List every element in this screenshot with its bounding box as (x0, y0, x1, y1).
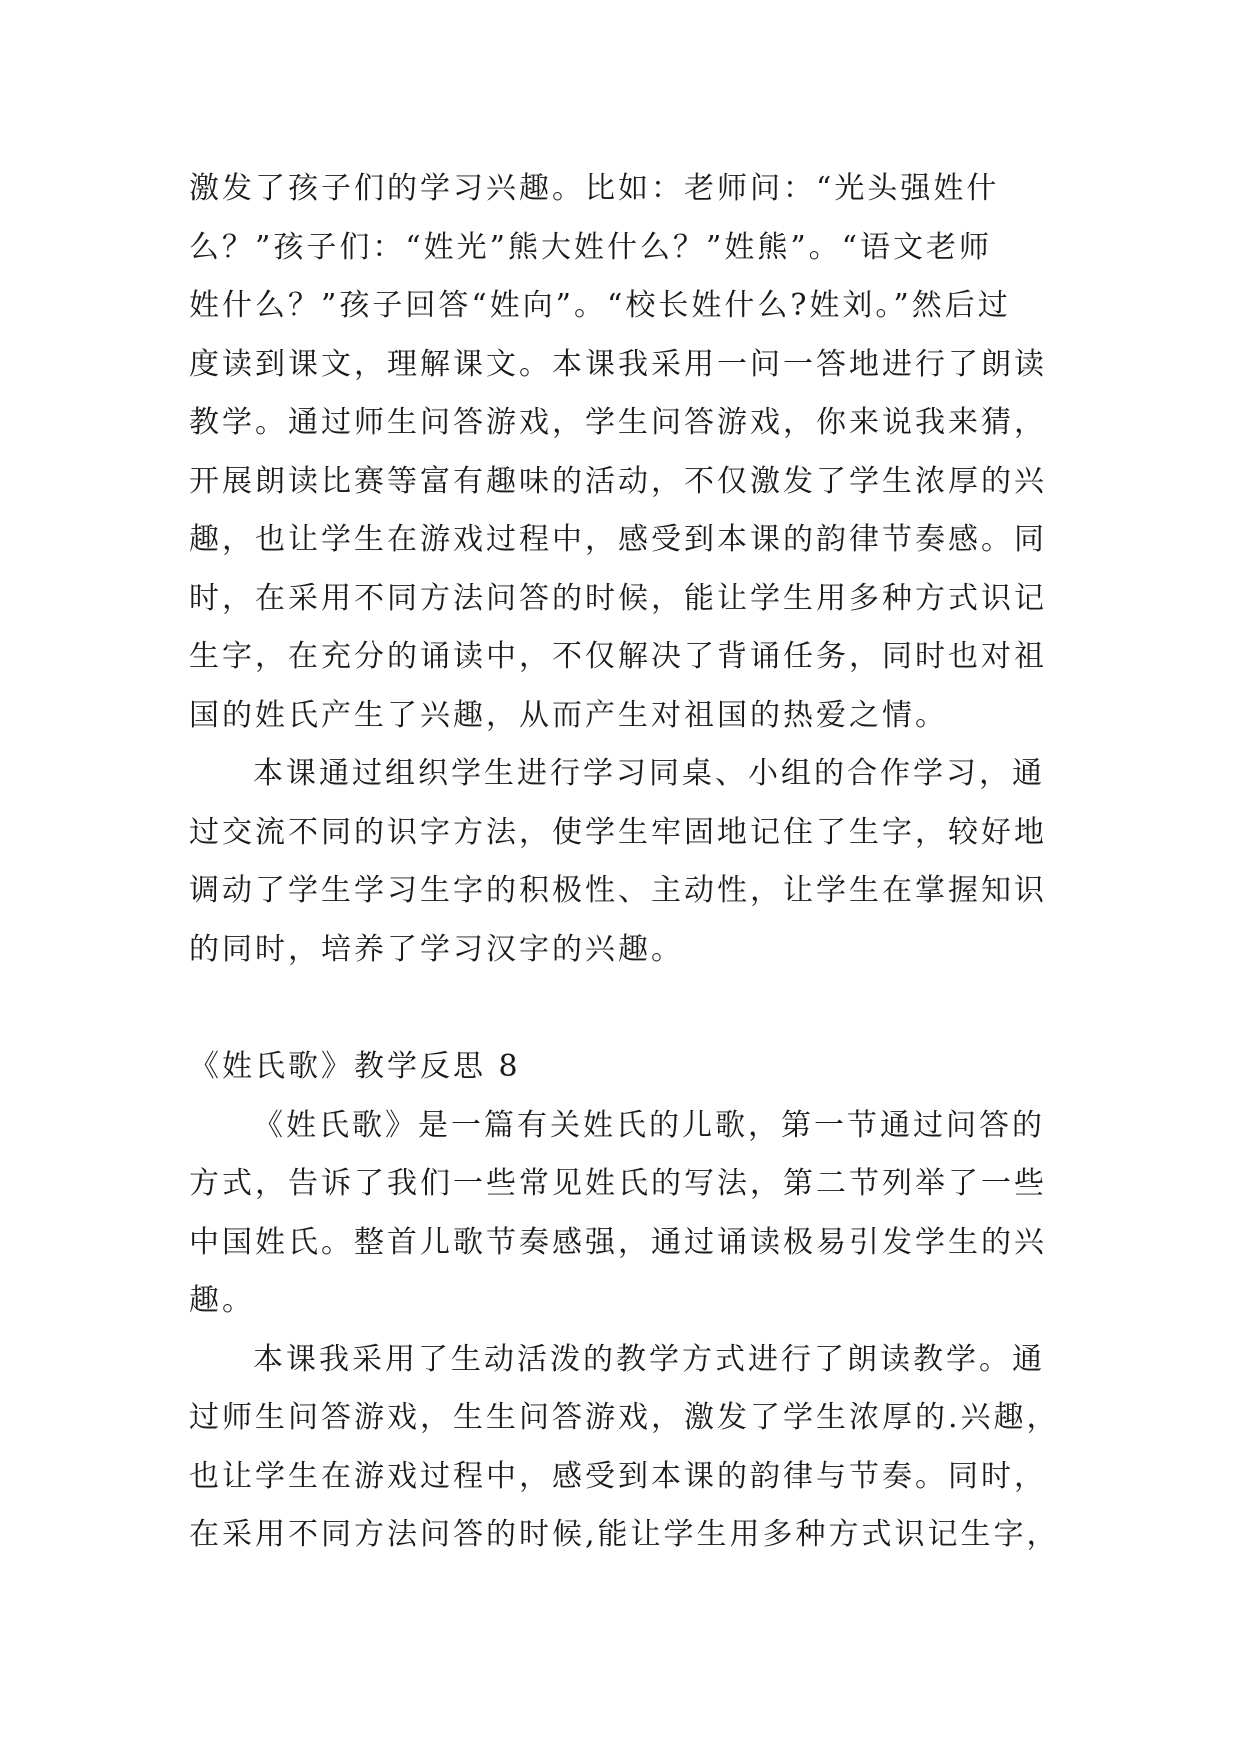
paragraph-2 (189, 745, 1059, 979)
text-line: 本课通过组织学生进行学习同桌、小组的合作学习，通 (253, 756, 1045, 791)
paragraph-3 (189, 1097, 1059, 1331)
text-line: 时，在采用不同方法问答的时候，能让学生用多种方式识记 (189, 580, 1047, 616)
paragraph-4 (189, 1331, 1059, 1565)
text-line: 趣，也让学生在游戏过程中，感受到本课的韵律节奏感。同 (189, 522, 1047, 557)
section-title: 《姓氏歌》教学反思 8 (189, 1049, 521, 1084)
text-line: 《姓氏歌》是一篇有关姓氏的儿歌，第一节通过问答的 (253, 1107, 1045, 1143)
text-line: 的同时，培养了学习汉字的兴趣。 (189, 931, 684, 967)
text-line: 开展朗读比赛等富有趣味的活动，不仅激发了学生浓厚的兴 (189, 463, 1047, 499)
text-line: 教学。通过师生问答游戏，学生问答游戏，你来说我来猜， (189, 405, 1047, 440)
text-line: 调动了学生学习生字的积极性、主动性，让学生在掌握知识 (189, 873, 1047, 908)
text-line: 也让学生在游戏过程中，感受到本课的韵律与节奏。同时， (189, 1458, 1047, 1494)
text-line: 过师生问答游戏，生生问答游戏，激发了学生浓厚的.兴趣， (189, 1400, 1060, 1435)
text-line: 国的姓氏产生了兴趣，从而产生对祖国的热爱之情。 (189, 697, 948, 733)
document-body (189, 160, 1059, 1565)
text-line: 激发了孩子们的学习兴趣。比如：老师问：“光头强姓什 (189, 171, 1000, 206)
text-line: 趣。 (189, 1283, 255, 1318)
text-line: 方式，告诉了我们一些常见姓氏的写法，第二节列举了一些 (189, 1166, 1047, 1201)
text-line: 过交流不同的识字方法，使学生牢固地记住了生字，较好地 (189, 814, 1047, 850)
text-line: 生字，在充分的诵读中，不仅解决了背诵任务，同时也对祖 (189, 639, 1047, 674)
paragraph-1 (189, 160, 1059, 745)
text-line: 本课我采用了生动活泼的教学方式进行了朗读教学。通 (253, 1341, 1045, 1377)
text-line: 在采用不同方法问答的时候,能让学生用多种方式识记生字， (189, 1517, 1060, 1552)
section-spacer (189, 979, 1059, 1038)
text-line: 么？”孩子们：“姓光”熊大姓什么？”姓熊”。“语文老师 (189, 229, 993, 265)
text-line: 姓什么？”孩子回答“姓向”。“校长姓什么?姓刘。”然后过 (189, 288, 1011, 323)
text-line: 度读到课文，理解课文。本课我采用一问一答地进行了朗读 (189, 346, 1047, 382)
text-line: 中国姓氏。整首儿歌节奏感强，通过诵读极易引发学生的兴 (189, 1224, 1047, 1260)
